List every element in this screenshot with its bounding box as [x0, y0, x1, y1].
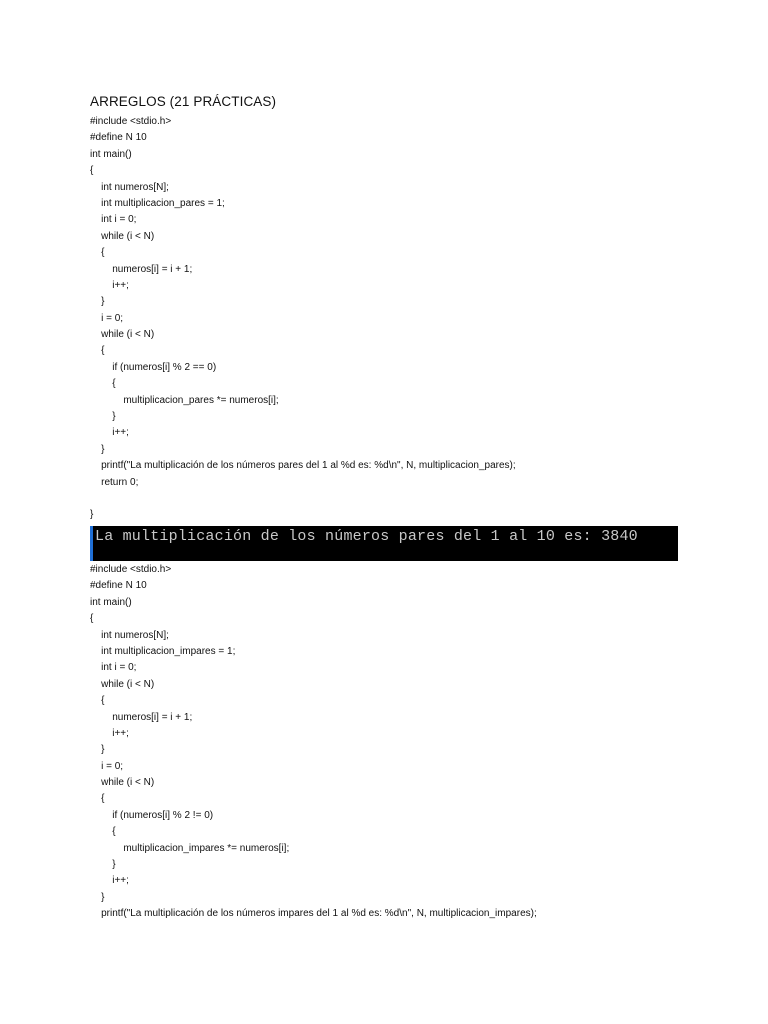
console-output-screenshot	[90, 526, 678, 561]
code-line: }	[90, 859, 116, 871]
code-line: {	[90, 826, 116, 838]
code-line: }	[90, 411, 116, 423]
console-output-text: La multiplicación de los números pares del 1 al 10 es: 3840	[95, 528, 638, 545]
code-line: i++;	[90, 279, 129, 291]
code-line: #define N 10	[90, 580, 147, 592]
code-line: if (numeros[i] % 2 != 0)	[90, 809, 214, 821]
code-line: {	[90, 613, 94, 625]
code-line: #include <stdio.h>	[90, 564, 172, 575]
code-line: return 0;	[90, 476, 139, 488]
code-line: while (i < N)	[90, 777, 155, 789]
code-line: }	[90, 443, 105, 455]
code-line: }	[90, 509, 94, 521]
code-line: i = 0;	[90, 760, 124, 772]
code-line: }	[90, 744, 105, 756]
code-line: int main()	[90, 596, 132, 608]
code-line: #include <stdio.h>	[90, 116, 172, 127]
code-line: {	[90, 793, 105, 805]
code-line: int main()	[90, 148, 132, 160]
code-line: {	[90, 247, 105, 259]
code-line: multiplicacion_impares *= numeros[i];	[90, 842, 290, 854]
code-line: int multiplicacion_pares = 1;	[90, 197, 225, 209]
code-line: {	[90, 165, 94, 177]
code-line: numeros[i] = i + 1;	[90, 711, 193, 723]
code-line	[90, 491, 516, 507]
code-line: numeros[i] = i + 1;	[90, 263, 193, 275]
code-line: int i = 0;	[90, 214, 137, 226]
code-line: i++;	[90, 727, 129, 739]
code-line: {	[90, 378, 116, 390]
code-line: multiplicacion_pares *= numeros[i];	[90, 394, 279, 406]
code-line: {	[90, 695, 105, 707]
code-line: i++;	[90, 875, 129, 887]
code-line: int numeros[N];	[90, 629, 169, 641]
code-line: while (i < N)	[90, 230, 155, 242]
code-line: while (i < N)	[90, 678, 155, 690]
code-block-pares	[90, 114, 516, 524]
code-line: {	[90, 345, 105, 357]
code-line: }	[90, 891, 105, 903]
code-line: while (i < N)	[90, 329, 155, 341]
code-line: if (numeros[i] % 2 == 0)	[90, 361, 217, 373]
code-line: i++;	[90, 427, 129, 439]
code-line: i = 0;	[90, 312, 124, 324]
code-line: }	[90, 296, 105, 308]
code-line: printf("La multiplicación de los números pares del 1 al %d es: %d\n", N, multiplicacion_pares);	[90, 460, 516, 472]
code-line: int multiplicacion_impares = 1;	[90, 645, 236, 657]
code-line: int numeros[N];	[90, 181, 169, 193]
code-line: #define N 10	[90, 132, 147, 144]
code-line: int i = 0;	[90, 662, 137, 674]
code-block-impares	[90, 562, 537, 923]
page-title: ARREGLOS (21 PRÁCTICAS)	[90, 94, 277, 109]
code-line: printf("La multiplicación de los números impares del 1 al %d es: %d\n", N, multiplicacion_impares);	[90, 908, 537, 920]
